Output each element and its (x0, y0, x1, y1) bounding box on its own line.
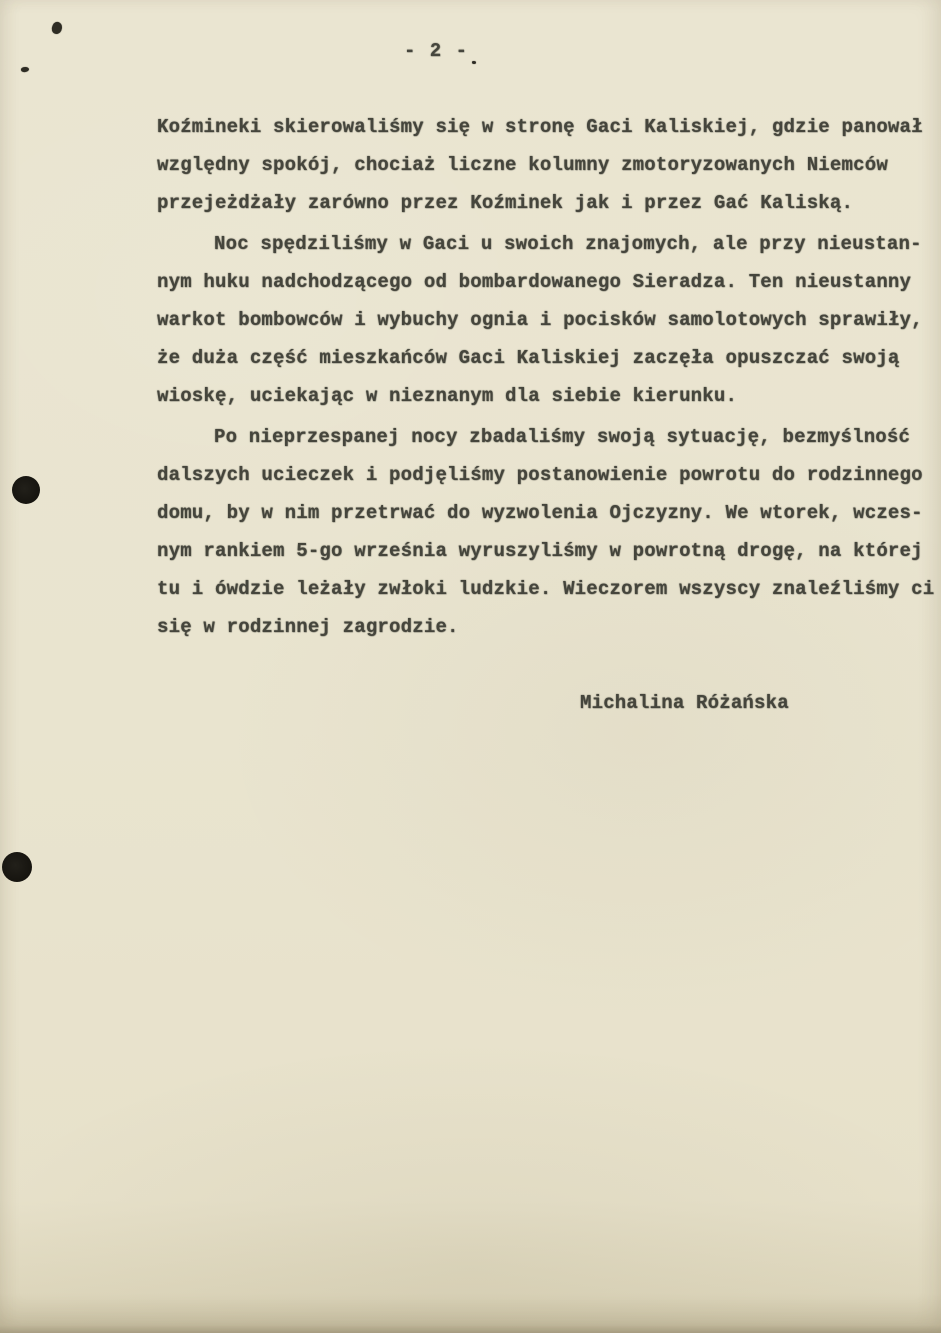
text-line: tu i ówdzie leżały zwłoki ludzkie. Wieczorem wszyscy znaleźliśmy ci (157, 578, 935, 600)
text-line: dalszych ucieczek i podjęliśmy postanowienie powrotu do rodzinnego (157, 464, 923, 486)
text-line: że duża część mieszkańców Gaci Kaliskiej zaczęła opuszczać swoją (157, 347, 900, 369)
hole-punch-top (12, 476, 40, 504)
text-line: Noc spędziliśmy w Gaci u swoich znajomych, ale przy nieustan- (214, 233, 922, 255)
text-line: nym huku nadchodzącego od bombardowanego Sieradza. Ten nieustanny (157, 271, 912, 293)
paragraph (157, 108, 937, 222)
text-line: względny spokój, chociaż liczne kolumny zmotoryzowanych Niemców (157, 154, 888, 176)
text-line: Koźmineki skierowaliśmy się w stronę Gaci Kaliskiej, gdzie panował (157, 116, 923, 138)
text-line: Po nieprzespanej nocy zbadaliśmy swoją sytuację, bezmyślność (214, 426, 911, 448)
ink-speck (21, 66, 30, 72)
text-line: się w rodzinnej zagrodzie. (157, 616, 459, 638)
ink-speck (472, 61, 476, 64)
ink-speck (50, 20, 64, 35)
text-line: wioskę, uciekając w nieznanym dla siebie kierunku. (157, 385, 738, 407)
hole-punch-bottom (2, 852, 32, 882)
signature: Michalina Różańska (580, 692, 789, 714)
text-line: domu, by w nim przetrwać do wyzwolenia Ojczyzny. We wtorek, wczes- (157, 502, 923, 524)
text-line: nym rankiem 5-go września wyruszyliśmy w powrotną drogę, na której (157, 540, 923, 562)
document-body (157, 108, 937, 646)
text-line: warkot bombowców i wybuchy ognia i pocisków samolotowych sprawiły, (157, 309, 923, 331)
text-line: przejeżdżały zarówno przez Koźminek jak i przez Gać Kaliską. (157, 192, 854, 214)
paragraph (157, 225, 937, 415)
paragraph (157, 418, 937, 646)
page-number: - 2 - (404, 40, 469, 62)
